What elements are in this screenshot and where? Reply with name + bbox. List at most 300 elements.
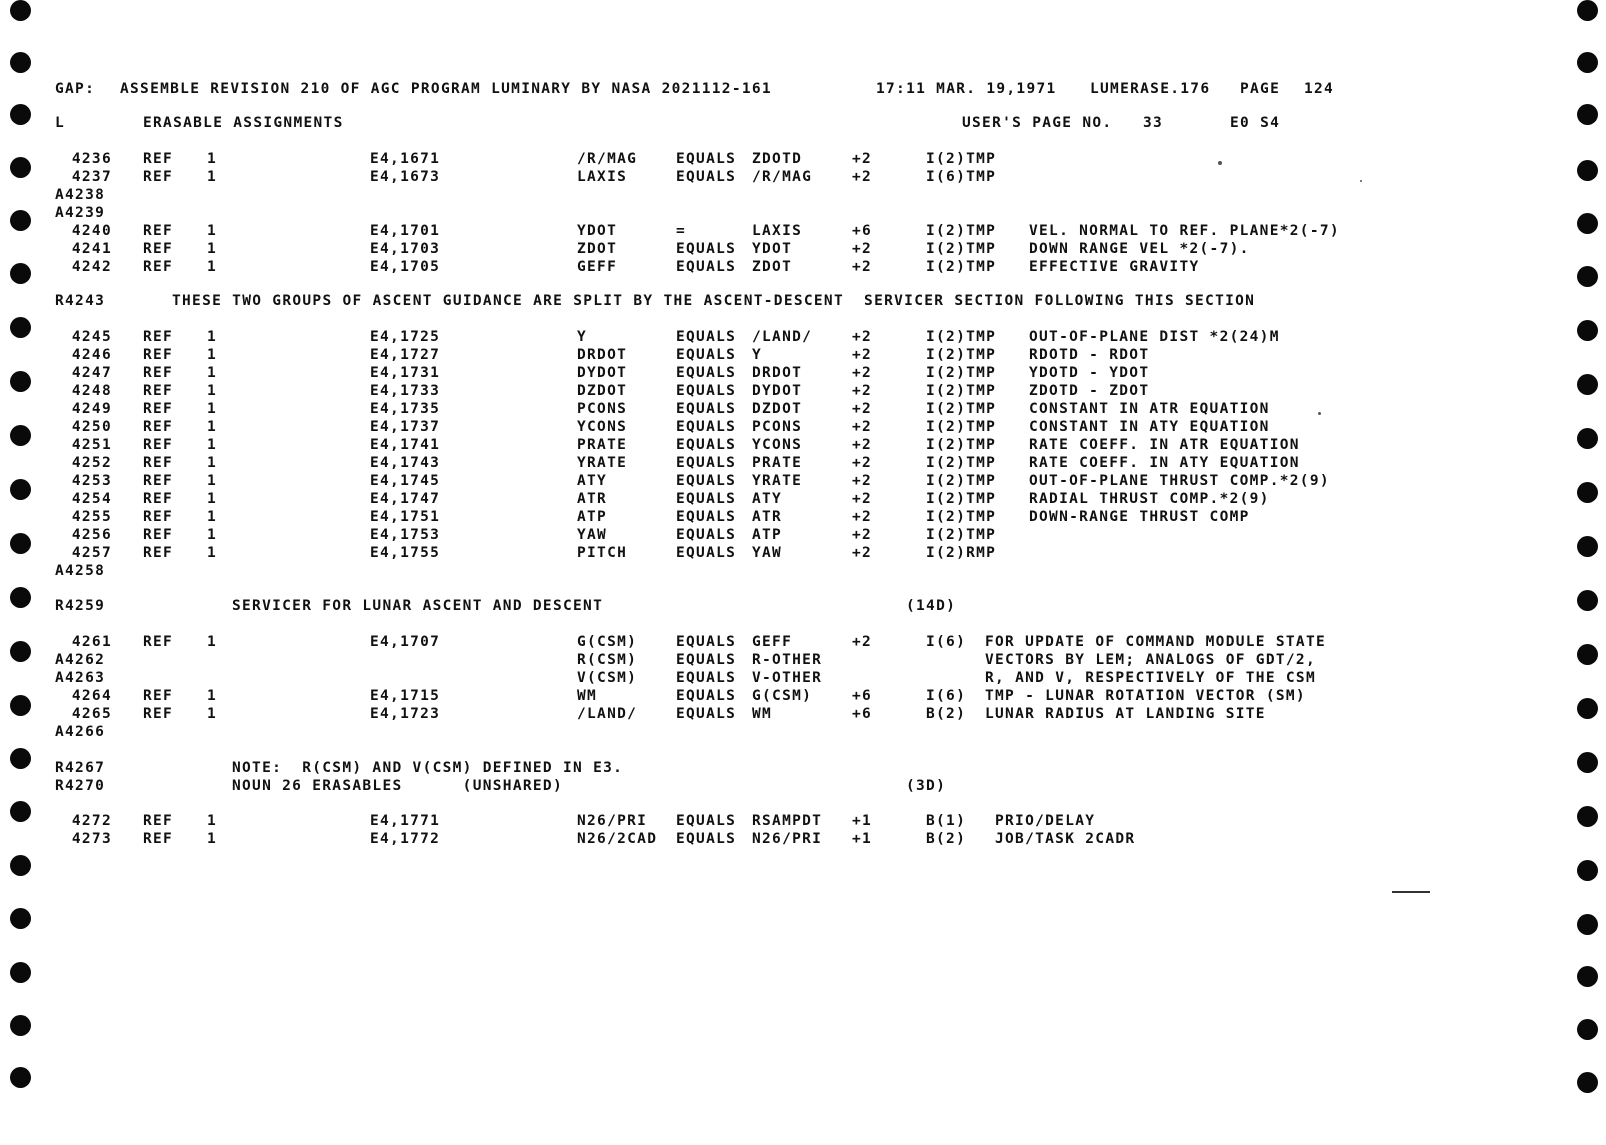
line-number: 4240 (71, 223, 112, 239)
size-modifier: +6 (852, 706, 873, 722)
listing-line (0, 490, 1560, 508)
line-number: 4247 (71, 365, 112, 381)
comment: CONSTANT IN ATY EQUATION (1029, 419, 1270, 435)
scale-type: B(1) (926, 813, 967, 829)
listing-line (0, 651, 1560, 669)
remark-tag: (14D) (906, 598, 957, 614)
ref-keyword: REF (143, 527, 174, 543)
comment: CONSTANT IN ATR EQUATION (1029, 401, 1270, 417)
scale-type: B(2) (926, 706, 967, 722)
opcode: EQUALS (676, 509, 737, 525)
erasable-address: E4,1737 (370, 419, 441, 435)
listing-line (0, 240, 1560, 258)
symbol-label: /LAND/ (577, 706, 638, 722)
scale-type: I(2)TMP (926, 329, 997, 345)
symbol-label: V(CSM) (577, 670, 638, 686)
symbol-label: DZDOT (577, 383, 628, 399)
remark-tag: (3D) (906, 778, 947, 794)
erasable-address: E4,1727 (370, 347, 441, 363)
opcode: EQUALS (676, 545, 737, 561)
ref-count: 1 (207, 419, 218, 435)
header-line-1 (0, 80, 1560, 98)
line-number: 4261 (71, 634, 112, 650)
erasable-address: E4,1747 (370, 491, 441, 507)
size-modifier: +1 (852, 813, 873, 829)
scale-type: I(2)RMP (926, 545, 997, 561)
line-number: 4265 (71, 706, 112, 722)
listing-line (0, 346, 1560, 364)
size-modifier: +2 (852, 634, 873, 650)
line-number: 4264 (71, 688, 112, 704)
comment: RATE COEFF. IN ATY EQUATION (1029, 455, 1300, 471)
line-number: 4256 (71, 527, 112, 543)
comment: FOR UPDATE OF COMMAND MODULE STATE (985, 634, 1327, 650)
print-speck (1360, 180, 1362, 182)
symbol-label: N26/2CAD (577, 831, 658, 847)
ref-count: 1 (207, 545, 218, 561)
erasable-address: E4,1703 (370, 241, 441, 257)
erasable-address: E4,1705 (370, 259, 441, 275)
ref-keyword: REF (143, 419, 174, 435)
ref-count: 1 (207, 383, 218, 399)
ref-keyword: REF (143, 509, 174, 525)
size-modifier: +2 (852, 437, 873, 453)
operand: WM (752, 706, 773, 722)
operand: G(CSM) (752, 688, 813, 704)
page-number: 124 (1304, 81, 1335, 97)
size-modifier: +2 (852, 473, 873, 489)
opcode: EQUALS (676, 634, 737, 650)
operand: RSAMPDT (752, 813, 823, 829)
symbol-label: /R/MAG (577, 151, 638, 167)
size-modifier: +2 (852, 383, 873, 399)
opcode: EQUALS (676, 383, 737, 399)
print-speck (1218, 161, 1222, 165)
ref-count: 1 (207, 259, 218, 275)
ref-count: 1 (207, 347, 218, 363)
scale-type: I(2)TMP (926, 509, 997, 525)
line-number: 4236 (71, 151, 112, 167)
size-modifier: +2 (852, 527, 873, 543)
size-modifier: +2 (852, 241, 873, 257)
comment: VECTORS BY LEM; ANALOGS OF GDT/2, (985, 652, 1316, 668)
line-number: A4266 (55, 724, 106, 740)
opcode: EQUALS (676, 473, 737, 489)
ref-keyword: REF (143, 545, 174, 561)
print-datetime: 17:11 MAR. 19,1971 (876, 81, 1057, 97)
symbol-label: DRDOT (577, 347, 628, 363)
ref-keyword: REF (143, 259, 174, 275)
operand: ATP (752, 527, 783, 543)
comment: YDOTD - YDOT (1029, 365, 1150, 381)
line-number: 4245 (71, 329, 112, 345)
comment: DOWN RANGE VEL *2(-7). (1029, 241, 1250, 257)
symbol-label: YDOT (577, 223, 618, 239)
opcode: EQUALS (676, 706, 737, 722)
operand: PRATE (752, 455, 803, 471)
remark-line (0, 759, 1560, 777)
erasable-address: E4,1723 (370, 706, 441, 722)
listing-line (0, 150, 1560, 168)
size-modifier: +2 (852, 347, 873, 363)
erasable-address: E4,1731 (370, 365, 441, 381)
opcode: EQUALS (676, 241, 737, 257)
section-code: E0 S4 (1230, 115, 1281, 131)
line-number: 4255 (71, 509, 112, 525)
user-page-number: 33 (1143, 115, 1164, 131)
listing-line (0, 723, 1560, 741)
operand: GEFF (752, 634, 793, 650)
scale-type: I(2)TMP (926, 347, 997, 363)
scale-type: I(2)TMP (926, 223, 997, 239)
size-modifier: +2 (852, 329, 873, 345)
opcode: EQUALS (676, 652, 737, 668)
ref-keyword: REF (143, 383, 174, 399)
listing-line (0, 472, 1560, 490)
size-modifier: +2 (852, 455, 873, 471)
erasable-address: E4,1772 (370, 831, 441, 847)
scale-type: I(2)TMP (926, 491, 997, 507)
ref-keyword: REF (143, 688, 174, 704)
gap-label: GAP: (55, 81, 96, 97)
listing-line (0, 418, 1560, 436)
ref-keyword: REF (143, 491, 174, 507)
scale-type: I(2)TMP (926, 401, 997, 417)
ref-count: 1 (207, 688, 218, 704)
print-smudge (1392, 891, 1430, 893)
ref-count: 1 (207, 151, 218, 167)
operand: ATR (752, 509, 783, 525)
ref-count: 1 (207, 473, 218, 489)
erasable-address: E4,1725 (370, 329, 441, 345)
operand: /LAND/ (752, 329, 813, 345)
size-modifier: +6 (852, 688, 873, 704)
ref-count: 1 (207, 169, 218, 185)
symbol-label: LAXIS (577, 169, 628, 185)
operand: DYDOT (752, 383, 803, 399)
ref-keyword: REF (143, 437, 174, 453)
section-title: ERASABLE ASSIGNMENTS (143, 115, 344, 131)
symbol-label: PCONS (577, 401, 628, 417)
erasable-address: E4,1771 (370, 813, 441, 829)
ref-keyword: REF (143, 634, 174, 650)
line-number: 4249 (71, 401, 112, 417)
line-number: A4238 (55, 187, 106, 203)
symbol-label: GEFF (577, 259, 618, 275)
operand: DZDOT (752, 401, 803, 417)
ref-count: 1 (207, 329, 218, 345)
ref-count: 1 (207, 437, 218, 453)
operand: YCONS (752, 437, 803, 453)
operand: N26/PRI (752, 831, 823, 847)
listing-line (0, 669, 1560, 687)
comment: JOB/TASK 2CADR (995, 831, 1136, 847)
comment: PRIO/DELAY (995, 813, 1096, 829)
size-modifier: +6 (852, 223, 873, 239)
ref-keyword: REF (143, 813, 174, 829)
listing-line (0, 508, 1560, 526)
listing-line (0, 687, 1560, 705)
column-l-label: L (55, 115, 66, 131)
erasable-address: E4,1715 (370, 688, 441, 704)
remark-text: SERVICER FOR LUNAR ASCENT AND DESCENT (232, 598, 604, 614)
size-modifier: +2 (852, 365, 873, 381)
listing-line (0, 562, 1560, 580)
symbol-label: R(CSM) (577, 652, 638, 668)
opcode: EQUALS (676, 527, 737, 543)
comment: LUNAR RADIUS AT LANDING SITE (985, 706, 1266, 722)
ref-keyword: REF (143, 706, 174, 722)
operand: YRATE (752, 473, 803, 489)
opcode: EQUALS (676, 151, 737, 167)
operand: YDOT (752, 241, 793, 257)
line-number: A4262 (55, 652, 106, 668)
line-number: 4257 (71, 545, 112, 561)
symbol-label: YRATE (577, 455, 628, 471)
size-modifier: +2 (852, 401, 873, 417)
size-modifier: +2 (852, 259, 873, 275)
opcode: EQUALS (676, 437, 737, 453)
operand: YAW (752, 545, 783, 561)
opcode: EQUALS (676, 259, 737, 275)
ref-keyword: REF (143, 151, 174, 167)
listing-line (0, 436, 1560, 454)
comment: RADIAL THRUST COMP.*2(9) (1029, 491, 1270, 507)
erasable-address: E4,1673 (370, 169, 441, 185)
erasable-address: E4,1753 (370, 527, 441, 543)
size-modifier: +2 (852, 419, 873, 435)
listing-line (0, 544, 1560, 562)
operand: V-OTHER (752, 670, 823, 686)
ref-count: 1 (207, 706, 218, 722)
scale-type: I(2)TMP (926, 473, 997, 489)
ref-count: 1 (207, 223, 218, 239)
comment: OUT-OF-PLANE THRUST COMP.*2(9) (1029, 473, 1330, 489)
listing-line (0, 258, 1560, 276)
symbol-label: YCONS (577, 419, 628, 435)
listing-line (0, 364, 1560, 382)
file-name: LUMERASE.176 (1090, 81, 1211, 97)
line-number: 4248 (71, 383, 112, 399)
symbol-label: G(CSM) (577, 634, 638, 650)
ref-keyword: REF (143, 473, 174, 489)
line-number: A4239 (55, 205, 106, 221)
ref-count: 1 (207, 401, 218, 417)
erasable-address: E4,1755 (370, 545, 441, 561)
opcode: EQUALS (676, 455, 737, 471)
scale-type: I(2)TMP (926, 527, 997, 543)
line-number: R4243 (55, 293, 106, 309)
scale-type: I(2)TMP (926, 241, 997, 257)
line-number: R4267 (55, 760, 106, 776)
ref-count: 1 (207, 365, 218, 381)
line-number: A4258 (55, 563, 106, 579)
erasable-address: E4,1741 (370, 437, 441, 453)
comment: R, AND V, RESPECTIVELY OF THE CSM (985, 670, 1316, 686)
symbol-label: DYDOT (577, 365, 628, 381)
ref-count: 1 (207, 813, 218, 829)
symbol-label: PITCH (577, 545, 628, 561)
page-label: PAGE (1240, 81, 1281, 97)
line-number: 4237 (71, 169, 112, 185)
erasable-address: E4,1751 (370, 509, 441, 525)
opcode: EQUALS (676, 419, 737, 435)
size-modifier: +2 (852, 545, 873, 561)
operand: /R/MAG (752, 169, 813, 185)
listing-line (0, 222, 1560, 240)
line-number: 4246 (71, 347, 112, 363)
scale-type: I(2)TMP (926, 419, 997, 435)
listing-line (0, 454, 1560, 472)
scale-type: I(2)TMP (926, 455, 997, 471)
opcode: EQUALS (676, 491, 737, 507)
size-modifier: +2 (852, 509, 873, 525)
erasable-address: E4,1735 (370, 401, 441, 417)
remark-line (0, 777, 1560, 795)
listing-line (0, 705, 1560, 723)
line-number: 4272 (71, 813, 112, 829)
line-number: 4241 (71, 241, 112, 257)
operand: DRDOT (752, 365, 803, 381)
operand: ZDOTD (752, 151, 803, 167)
opcode: EQUALS (676, 688, 737, 704)
comment: VEL. NORMAL TO REF. PLANE*2(-7) (1029, 223, 1340, 239)
symbol-label: WM (577, 688, 598, 704)
listing-line (0, 382, 1560, 400)
line-number: 4273 (71, 831, 112, 847)
erasable-address: E4,1733 (370, 383, 441, 399)
erasable-address: E4,1701 (370, 223, 441, 239)
line-number: 4242 (71, 259, 112, 275)
size-modifier: +2 (852, 151, 873, 167)
scale-type: I(2)TMP (926, 365, 997, 381)
operand: Y (752, 347, 763, 363)
scale-type: I(2)TMP (926, 259, 997, 275)
ref-keyword: REF (143, 329, 174, 345)
erasable-address: E4,1707 (370, 634, 441, 650)
listing-line (0, 168, 1560, 186)
size-modifier: +1 (852, 831, 873, 847)
ref-keyword: REF (143, 347, 174, 363)
scale-type: B(2) (926, 831, 967, 847)
assembly-title: ASSEMBLE REVISION 210 OF AGC PROGRAM LUMINARY BY NASA 2021112-161 (120, 81, 772, 97)
comment: RATE COEFF. IN ATR EQUATION (1029, 437, 1300, 453)
comment: OUT-OF-PLANE DIST *2(24)M (1029, 329, 1280, 345)
opcode: = (676, 223, 687, 239)
ref-count: 1 (207, 634, 218, 650)
line-number: R4270 (55, 778, 106, 794)
operand: LAXIS (752, 223, 803, 239)
ref-count: 1 (207, 455, 218, 471)
scale-type: I(2)TMP (926, 383, 997, 399)
line-number: R4259 (55, 598, 106, 614)
ref-count: 1 (207, 241, 218, 257)
comment: ZDOTD - ZDOT (1029, 383, 1150, 399)
symbol-label: ATP (577, 509, 608, 525)
ref-keyword: REF (143, 169, 174, 185)
scale-type: I(6) (926, 688, 967, 704)
scale-type: I(2)TMP (926, 151, 997, 167)
remark-text: NOUN 26 ERASABLES (UNSHARED) (232, 778, 563, 794)
symbol-label: YAW (577, 527, 608, 543)
listing-line (0, 400, 1560, 418)
operand: ZDOT (752, 259, 793, 275)
listing-line (0, 633, 1560, 651)
size-modifier: +2 (852, 169, 873, 185)
listing-line (0, 204, 1560, 222)
comment: DOWN-RANGE THRUST COMP (1029, 509, 1250, 525)
listing-line (0, 186, 1560, 204)
listing-line (0, 812, 1560, 830)
symbol-label: N26/PRI (577, 813, 648, 829)
symbol-label: ZDOT (577, 241, 618, 257)
ref-count: 1 (207, 509, 218, 525)
size-modifier: +2 (852, 491, 873, 507)
opcode: EQUALS (676, 401, 737, 417)
operand: ATY (752, 491, 783, 507)
opcode: EQUALS (676, 329, 737, 345)
opcode: EQUALS (676, 347, 737, 363)
opcode: EQUALS (676, 813, 737, 829)
opcode: EQUALS (676, 365, 737, 381)
scale-type: I(2)TMP (926, 437, 997, 453)
opcode: EQUALS (676, 670, 737, 686)
ref-count: 1 (207, 491, 218, 507)
remark-text: NOTE: R(CSM) AND V(CSM) DEFINED IN E3. (232, 760, 624, 776)
line-number: 4250 (71, 419, 112, 435)
print-speck (1318, 412, 1321, 415)
ref-keyword: REF (143, 831, 174, 847)
opcode: EQUALS (676, 831, 737, 847)
symbol-label: PRATE (577, 437, 628, 453)
erasable-address: E4,1671 (370, 151, 441, 167)
comment: RDOTD - RDOT (1029, 347, 1150, 363)
ref-keyword: REF (143, 223, 174, 239)
line-number: 4253 (71, 473, 112, 489)
symbol-label: ATR (577, 491, 608, 507)
comment: EFFECTIVE GRAVITY (1029, 259, 1200, 275)
user-page-label: USER'S PAGE NO. (962, 115, 1113, 131)
symbol-label: Y (577, 329, 588, 345)
ref-keyword: REF (143, 401, 174, 417)
listing-line (0, 526, 1560, 544)
line-number: 4251 (71, 437, 112, 453)
header-line-2 (0, 114, 1560, 132)
listing-line (0, 328, 1560, 346)
operand: PCONS (752, 419, 803, 435)
listing-line (0, 830, 1560, 848)
ref-keyword: REF (143, 455, 174, 471)
ref-count: 1 (207, 527, 218, 543)
opcode: EQUALS (676, 169, 737, 185)
scale-type: I(6)TMP (926, 169, 997, 185)
remark-line (0, 597, 1560, 615)
operand: R-OTHER (752, 652, 823, 668)
ref-keyword: REF (143, 241, 174, 257)
symbol-label: ATY (577, 473, 608, 489)
scale-type: I(6) (926, 634, 967, 650)
ref-count: 1 (207, 831, 218, 847)
erasable-address: E4,1743 (370, 455, 441, 471)
line-number: A4263 (55, 670, 106, 686)
ref-keyword: REF (143, 365, 174, 381)
comment: TMP - LUNAR ROTATION VECTOR (SM) (985, 688, 1306, 704)
line-number: 4252 (71, 455, 112, 471)
remark-text: THESE TWO GROUPS OF ASCENT GUIDANCE ARE SPLIT BY THE ASCENT-DESCENT SERVICER SECTION FOLLOWING THIS SECTION (172, 293, 1256, 309)
remark-line (0, 292, 1560, 310)
erasable-address: E4,1745 (370, 473, 441, 489)
line-number: 4254 (71, 491, 112, 507)
